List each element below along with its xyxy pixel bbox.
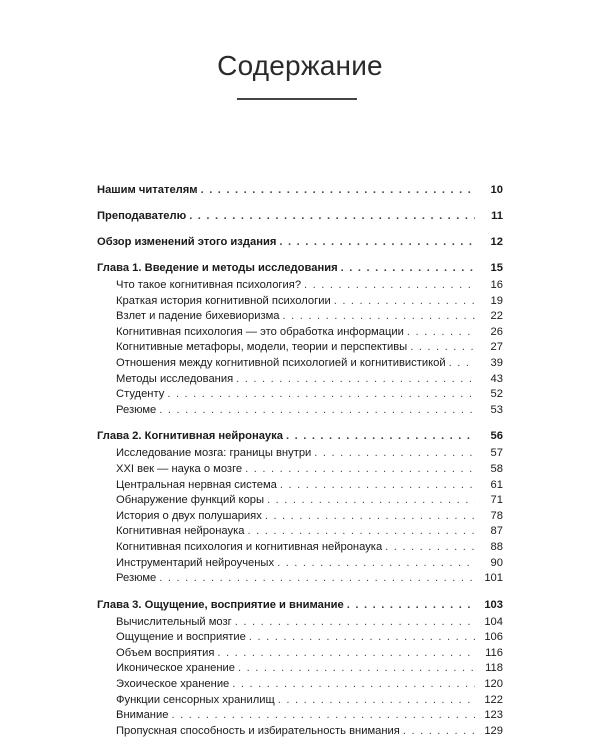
toc-subentry-label: Обнаружение функций коры [116,494,265,507]
toc-subentry[interactable] [97,403,503,419]
toc-subentry-page: 116 [485,646,503,659]
toc-subentry-label: Методы исследования [116,372,234,385]
dot-leader [449,356,475,372]
dot-leader [159,571,475,587]
toc-subentry[interactable] [97,340,503,356]
toc-subentry[interactable] [97,278,503,294]
toc-subentry[interactable] [97,615,503,631]
toc-subentry[interactable] [97,294,503,310]
toc-subentry-label: Резюме [116,403,157,416]
toc-subentry[interactable] [97,708,503,724]
toc-entry-label: Нашим читателям [97,184,198,196]
toc-subentry-label: Пропускная способность и избирательность внимания [116,724,400,737]
dot-leader [217,646,475,662]
toc-subentry[interactable] [97,524,503,540]
toc-chapter-label: Глава 3. Ощущение, восприятие и внимание [97,598,344,611]
toc-subentry-label: Краткая история когнитивной психологии [116,294,331,307]
dot-leader [278,693,475,709]
table-of-contents [97,182,503,739]
dot-leader [245,462,475,478]
toc-subentry-label: Студенту [116,388,165,401]
toc-entry[interactable] [97,182,503,198]
toc-subentry[interactable] [97,387,503,403]
dot-leader [171,708,475,724]
dot-leader [236,372,475,388]
toc-subentry-label: Когнитивная нейронаука [116,525,245,538]
title-underline [237,98,357,100]
toc-subentry[interactable] [97,462,503,478]
dot-leader [267,493,475,509]
toc-subentry-page: 78 [490,509,503,522]
toc-subentry-page: 90 [490,556,503,569]
toc-subentry-page: 19 [490,294,503,307]
toc-subentry-page: 123 [484,709,503,722]
toc-subentry[interactable] [97,309,503,325]
toc-subentry-label: Резюме [116,572,157,585]
dot-leader [232,677,475,693]
toc-subentry-label: Что такое когнитивная психология? [116,279,302,291]
toc-subentry[interactable] [97,646,503,662]
toc-subentry[interactable] [97,630,503,646]
toc-entry-page: 10 [490,184,503,196]
toc-subentry-page: 120 [484,678,503,691]
dot-leader [304,278,475,294]
toc-chapter-page: 15 [490,262,503,274]
toc-subentry-page: 106 [484,631,503,644]
toc-subentry-page: 88 [490,540,503,553]
toc-subentry[interactable] [97,446,503,462]
dot-leader [189,208,475,224]
dot-leader [201,182,475,198]
toc-subentry[interactable] [97,556,503,572]
toc-entry[interactable] [97,208,503,224]
toc-subentry-page: 22 [490,310,503,323]
toc-subentry[interactable] [97,478,503,494]
toc-chapter-page: 103 [484,598,503,611]
toc-subentry[interactable] [97,693,503,709]
dot-leader [235,615,475,631]
toc-subentry-page: 26 [490,325,503,338]
toc-subentry-label: Иконическое хранение [116,662,236,675]
dot-leader [238,661,475,677]
toc-entry-label: Преподавателю [97,210,187,222]
page-title: Содержание [217,50,383,81]
dot-leader [286,428,475,444]
toc-subentry-label: Когнитивная психология — это обработка информации [116,325,404,338]
dot-leader [385,540,475,556]
toc-subentry-page: 129 [484,724,503,737]
toc-subentry-page: 43 [490,372,503,385]
toc-subentry-label: Когнитивные метафоры, модели, теории и перспективы [116,341,408,354]
dot-leader [277,556,475,572]
toc-entry[interactable] [97,234,503,250]
toc-subentry[interactable] [97,724,503,740]
toc-subentry-label: XXI век — наука о мозге [116,462,243,475]
toc-subentry-page: 58 [490,462,503,475]
toc-subentry-page: 101 [484,572,503,585]
toc-chapter-page: 56 [490,430,503,443]
toc-subentry-label: Функции сенсорных хранилищ [116,693,275,706]
toc-chapter-3[interactable] [97,597,503,613]
dot-leader [159,403,475,419]
toc-subentry[interactable] [97,509,503,525]
toc-subentry[interactable] [97,677,503,693]
dot-leader [247,524,475,540]
toc-subentry-page: 104 [484,615,503,628]
toc-chapter-label: Глава 1. Введение и методы исследования [97,262,338,274]
toc-subentry[interactable] [97,661,503,677]
dot-leader [341,260,475,276]
dot-leader [249,630,475,646]
dot-leader [407,325,475,341]
dot-leader [410,340,475,356]
dot-leader [403,724,475,740]
toc-subentry-page: 118 [485,662,503,675]
toc-subentry-page: 57 [490,447,503,460]
toc-chapter-2[interactable] [97,428,503,444]
toc-subentry-page: 71 [490,494,503,507]
toc-subentry-page: 61 [490,478,503,491]
toc-subentry-label: Инструментарий нейроученых [116,556,275,569]
toc-subentry-label: Внимание [116,709,169,722]
toc-subentry[interactable] [97,325,503,341]
dot-leader [265,509,475,525]
toc-subentry[interactable] [97,356,503,372]
toc-subentry-label: История о двух полушариях [116,509,262,522]
toc-chapter-label: Глава 2. Когнитивная нейронаука [97,430,283,443]
toc-subentry[interactable] [97,540,503,556]
toc-subentry-label: Когнитивная психология и когнитивная нейронаука [116,540,383,553]
toc-subentry-page: 16 [490,279,503,291]
toc-subentry-page: 122 [484,693,503,706]
toc-entry-label: Обзор изменений этого издания [97,236,277,248]
dot-leader [347,597,475,613]
dot-leader [283,309,476,325]
toc-subentry-label: Ощущение и восприятие [116,631,246,644]
toc-subentry[interactable] [97,372,503,388]
toc-subentry-label: Объем восприятия [116,646,215,659]
toc-subentry-label: Вычислительный мозг [116,615,232,628]
toc-entry-page: 11 [491,210,503,222]
toc-entry-page: 12 [490,236,503,248]
toc-chapter-1[interactable] [97,260,503,276]
dot-leader [334,294,475,310]
toc-subentry-label: Отношения между когнитивной психологией и когнитивистикой [116,356,446,369]
dot-leader [279,234,475,250]
toc-subentry-label: Взлет и падение бихевиоризма [116,310,280,323]
toc-subentry-page: 27 [490,341,503,354]
toc-subentry-label: Исследование мозга: границы внутри [116,447,312,460]
toc-subentry-page: 53 [490,403,503,416]
toc-subentry-page: 87 [490,525,503,538]
toc-subentry[interactable] [97,571,503,587]
toc-subentry-label: Центральная нервная система [116,478,277,491]
dot-leader [314,446,475,462]
toc-subentry[interactable] [97,493,503,509]
dot-leader [280,478,475,494]
toc-subentry-page: 39 [490,356,503,369]
toc-subentry-label: Эхоическое хранение [116,678,230,691]
toc-subentry-page: 52 [490,388,503,401]
dot-leader [167,387,475,403]
